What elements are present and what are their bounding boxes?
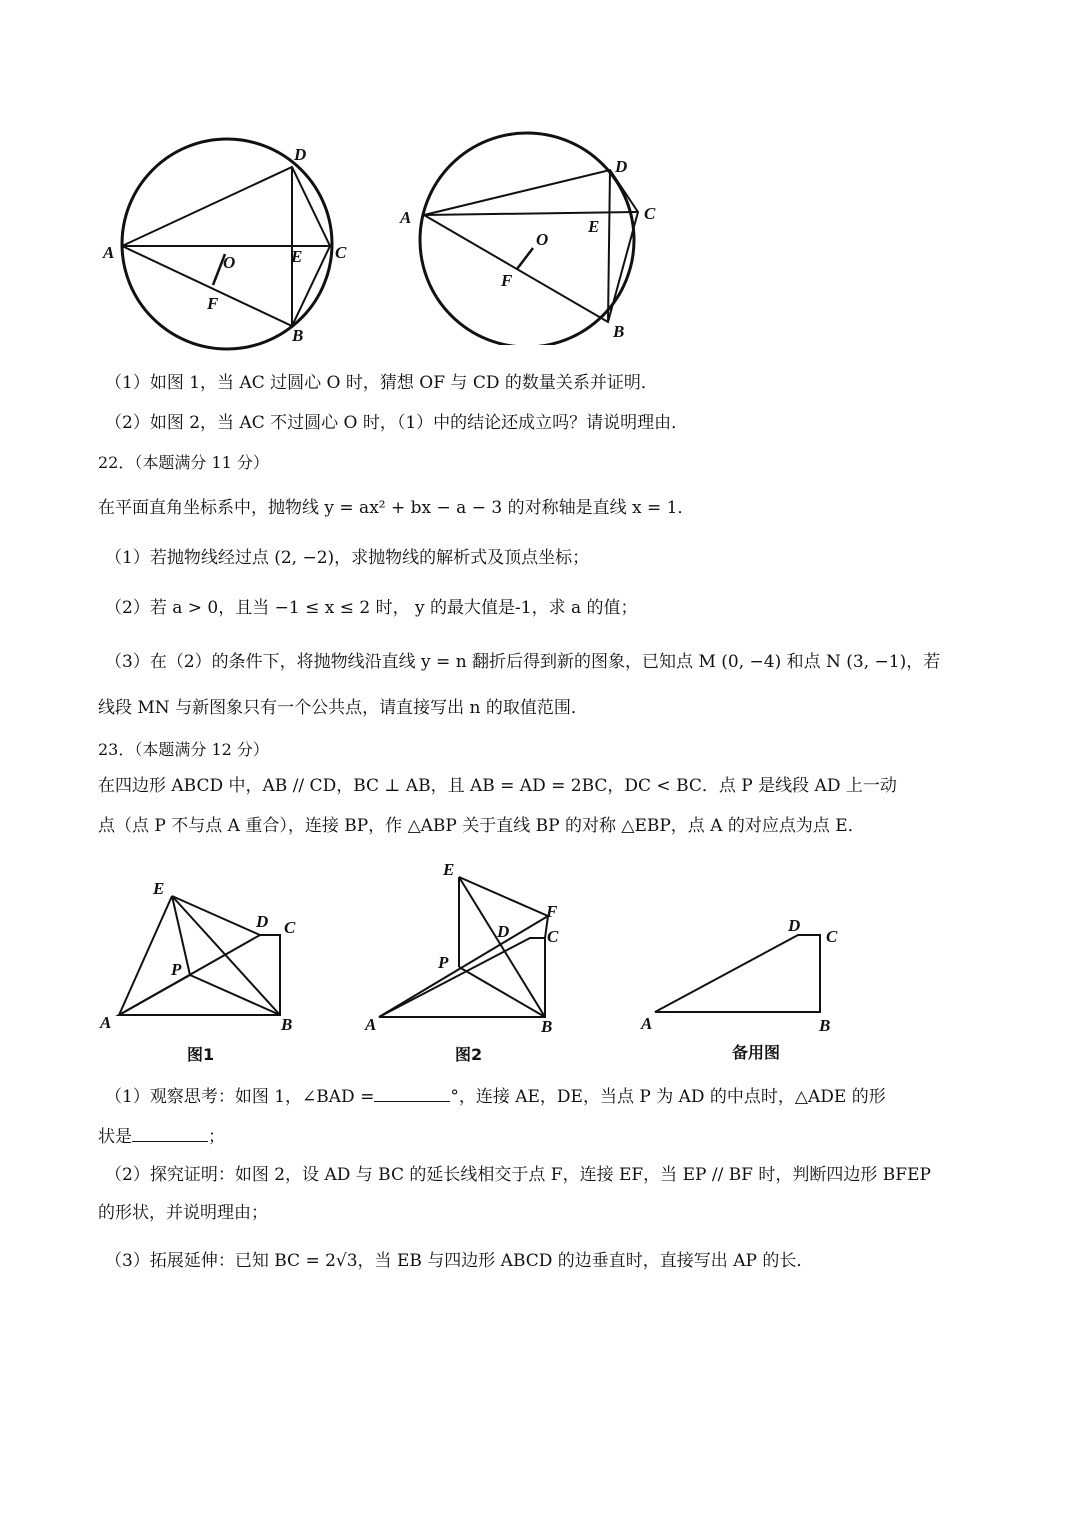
q22-part-3b: 线段 MN 与新图象只有一个公共点，请直接写出 n 的取值范围． (98, 698, 588, 718)
label-c: C (547, 927, 559, 946)
circle-figure-1 (95, 130, 365, 365)
label-p: P (438, 953, 449, 972)
label-a: A (365, 1015, 377, 1034)
answer-blank-angle[interactable] (374, 1085, 450, 1102)
circle-figure-2 (395, 130, 665, 345)
q23-part-1b-text-2: ； (208, 1127, 225, 1147)
label-c: C (644, 204, 656, 223)
q22-heading: 22．（本题满分 11 分） (98, 453, 269, 472)
label-a: A (103, 243, 115, 262)
label-p: P (171, 960, 182, 979)
q21-part-1: （1）如图 1，当 AC 过圆心 O 时，猜想 OF 与 CD 的数量关系并证明． (105, 373, 658, 393)
label-a: A (100, 1013, 112, 1032)
label-d: D (615, 157, 628, 176)
label-c: C (826, 927, 838, 946)
label-e: E (443, 860, 455, 879)
q22-part-1: （1）若抛物线经过点 (2, −2)，求抛物线的解析式及顶点坐标； (105, 548, 590, 568)
label-o: O (223, 253, 236, 272)
q23-stem-1: 在四边形 ABCD 中，AB // CD，BC ⊥ AB，且 AB = AD = 2BC，DC < BC．点 P 是线段 AD 上一动 (98, 776, 897, 796)
quad-figure-2 (360, 855, 570, 1070)
label-d: D (788, 916, 801, 935)
q21-part-2: （2）如图 2，当 AC 不过圆心 O 时，（1）中的结论还成立吗？请说明理由． (105, 413, 689, 433)
label-o: O (536, 230, 549, 249)
label-b: B (541, 1017, 553, 1036)
q23-part-1a-text: （1）观察思考：如图 1，∠BAD = (105, 1087, 375, 1107)
label-a: A (400, 208, 412, 227)
q23-part-1a-text-2: °，连接 AE，DE，当点 P 为 AD 的中点时，△ADE 的形 (450, 1087, 886, 1107)
label-a: A (641, 1014, 653, 1033)
label-f: F (207, 294, 219, 313)
label-d: D (497, 922, 510, 941)
quad-figure-1 (95, 875, 315, 1070)
quad-figure-spare (635, 905, 860, 1070)
label-b: B (819, 1016, 831, 1035)
label-c: C (335, 243, 347, 262)
q23-part-3: （3）拓展延伸：已知 BC = 2√3，当 EB 与四边形 ABCD 的边垂直时，直接写出 AP 的长． (105, 1251, 814, 1271)
label-e: E (291, 247, 303, 266)
label-e: E (588, 217, 600, 236)
q22-part-3a: （3）在（2）的条件下，将抛物线沿直线 y = n 翻折后得到新的图象，已知点 M (0, −4) 和点 N (3, −1)，若 (105, 652, 941, 672)
q22-stem: 在平面直角坐标系中，抛物线 y = ax² + bx − a − 3 的对称轴是直线 x = 1． (98, 498, 695, 518)
label-d: D (294, 145, 307, 164)
q23-stem-2: 点（点 P 不与点 A 重合），连接 BP，作 △ABP 关于直线 BP 的对称 △EBP，点 A 的对应点为点 E． (98, 816, 865, 836)
q23-part-1b (98, 1125, 225, 1149)
label-b: B (613, 322, 625, 341)
q23-part-2a: （2）探究证明：如图 2，设 AD 与 BC 的延长线相交于点 F，连接 EF，当 EP // BF 时，判断四边形 BFEP (105, 1165, 931, 1185)
q23-heading: 23．（本题满分 12 分） (98, 740, 269, 759)
q22-part-2: （2）若 a > 0，且当 −1 ≤ x ≤ 2 时， y 的最大值是-1，求 a 的值； (105, 598, 638, 618)
q23-part-1b-text: 状是 (98, 1127, 132, 1147)
q23-part-1a (105, 1085, 886, 1109)
caption-fig2: 图2 (455, 1045, 483, 1064)
label-f: F (546, 902, 558, 921)
q23-part-2b: 的形状，并说明理由； (98, 1203, 268, 1223)
caption-fig1: 图1 (187, 1045, 215, 1064)
label-f: F (501, 271, 513, 290)
label-b: B (292, 326, 304, 345)
label-b: B (281, 1015, 293, 1034)
caption-spare: 备用图 (732, 1043, 781, 1062)
label-e: E (153, 879, 165, 898)
label-c: C (284, 918, 296, 937)
label-d: D (256, 912, 269, 931)
answer-blank-shape[interactable] (132, 1125, 208, 1142)
